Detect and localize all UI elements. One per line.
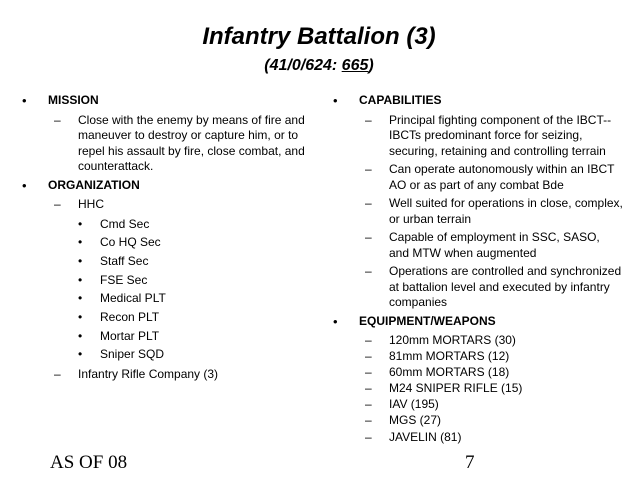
- slide-title: Infantry Battalion (3): [202, 23, 436, 50]
- capabilities-section: [333, 93, 623, 311]
- equipment-text: JAVELIN (81): [389, 429, 462, 444]
- hhc-sub-item: [48, 217, 322, 233]
- equipment-item: [359, 349, 623, 365]
- hhc-sub-item-text: Staff Sec: [100, 253, 149, 268]
- dot-icon: •: [78, 309, 83, 324]
- subtitle-underlined-total: 665: [341, 57, 369, 74]
- hhc-sub-item: [48, 329, 322, 345]
- dash-icon: –: [365, 365, 372, 380]
- organization-heading: ORGANIZATION: [48, 177, 140, 192]
- capability-item: [359, 264, 623, 311]
- rifle-company-item: [48, 367, 322, 383]
- mission-heading: MISSION: [48, 93, 99, 107]
- capability-item: [359, 162, 623, 193]
- dash-icon: –: [365, 397, 372, 412]
- capability-item: [359, 113, 623, 160]
- equipment-text: IAV (195): [389, 397, 439, 412]
- dash-icon: –: [365, 381, 372, 396]
- footer-date: AS OF 08: [50, 452, 128, 473]
- dot-icon: •: [78, 235, 83, 250]
- dash-icon: –: [365, 333, 372, 347]
- equipment-text: 81mm MORTARS (12): [389, 349, 510, 364]
- dot-icon: •: [78, 291, 83, 306]
- equipment-section: [333, 314, 623, 446]
- hhc-sub-item-text: Sniper SQD: [100, 347, 165, 362]
- subtitle-prefix: (41/0/624:: [264, 57, 342, 74]
- organization-list: [48, 197, 322, 213]
- dash-icon: –: [54, 112, 61, 127]
- dot-icon: •: [78, 216, 83, 231]
- capability-text: Operations are controlled and synchronized at battalion level and executed by infantry companies: [389, 264, 622, 309]
- hhc-sub-item: [48, 310, 322, 326]
- dot-icon: •: [78, 328, 83, 343]
- rifle-company-label: Infantry Rifle Company (3): [78, 366, 219, 381]
- capabilities-heading: CAPABILITIES: [359, 93, 442, 107]
- hhc-item: [48, 197, 322, 213]
- rifle-company-list: [48, 367, 322, 383]
- capability-text: Can operate autonomously within an IBCT AO or as part of any combat Bde: [389, 162, 615, 192]
- dash-icon: –: [365, 264, 372, 278]
- mission-list: [48, 113, 322, 175]
- equipment-list: [359, 333, 623, 445]
- right-column: [333, 93, 623, 447]
- equipment-item: [359, 430, 623, 446]
- capability-text: Well suited for operations in close, complex, or urban terrain: [389, 196, 623, 226]
- bullet-icon: •: [333, 313, 338, 329]
- mission-item-text: Close with the enemy by means of fire and maneuver to destroy or capture him, or to repel his assault by fire, close combat, and counterattack.: [78, 112, 305, 173]
- equipment-text: MGS (27): [389, 413, 442, 428]
- page-number: 7: [465, 452, 475, 473]
- capability-item: [359, 230, 623, 261]
- dash-icon: –: [365, 196, 372, 210]
- capability-item: [359, 196, 623, 227]
- hhc-sub-item: [48, 273, 322, 289]
- hhc-sub-item-text: Cmd Sec: [100, 216, 150, 231]
- equipment-text: 120mm MORTARS (30): [389, 333, 516, 347]
- left-column: [22, 93, 322, 385]
- equipment-item: [359, 365, 623, 381]
- subtitle-suffix: ): [368, 57, 374, 74]
- hhc-label: HHC: [78, 197, 104, 211]
- bullet-icon: •: [22, 177, 27, 193]
- mission-section: [22, 93, 322, 175]
- capability-text: Principal fighting component of the IBCT--IBCTs predominant force for seizing, securing, retaining and controlling terrain: [389, 112, 612, 158]
- hhc-sub-item: [48, 291, 322, 307]
- equipment-item: [359, 381, 623, 397]
- hhc-sub-item-text: Medical PLT: [100, 291, 166, 306]
- capability-text: Capable of employment in SSC, SASO, and MTW when augmented: [389, 230, 600, 260]
- bullet-icon: •: [22, 93, 27, 108]
- mission-item: [48, 113, 322, 175]
- dash-icon: –: [365, 112, 372, 127]
- equipment-heading: EQUIPMENT/WEAPONS: [359, 313, 496, 328]
- hhc-sub-item-text: Recon PLT: [100, 309, 160, 324]
- equipment-item: [359, 397, 623, 413]
- dash-icon: –: [54, 366, 61, 381]
- equipment-item: [359, 413, 623, 429]
- capabilities-list: [359, 113, 623, 311]
- dot-icon: •: [78, 253, 83, 268]
- slide-subtitle: [0, 56, 638, 76]
- hhc-sub-item-text: Co HQ Sec: [100, 235, 161, 250]
- organization-section: [22, 178, 322, 383]
- dot-icon: •: [78, 272, 83, 287]
- hhc-sub-item-text: FSE Sec: [100, 272, 148, 287]
- dash-icon: –: [54, 197, 61, 211]
- hhc-sub-item: [48, 347, 322, 363]
- hhc-sub-list: [48, 217, 322, 363]
- hhc-sub-item: [48, 254, 322, 270]
- bullet-icon: •: [333, 93, 338, 108]
- hhc-sub-item: [48, 235, 322, 251]
- dot-icon: •: [78, 347, 83, 362]
- dash-icon: –: [365, 429, 372, 444]
- dash-icon: –: [365, 413, 372, 428]
- dash-icon: –: [365, 230, 372, 244]
- dash-icon: –: [365, 349, 372, 364]
- equipment-text: M24 SNIPER RIFLE (15): [389, 381, 523, 396]
- hhc-sub-item-text: Mortar PLT: [100, 328, 160, 343]
- equipment-text: 60mm MORTARS (18): [389, 365, 510, 380]
- equipment-item: [359, 333, 623, 349]
- dash-icon: –: [365, 162, 372, 176]
